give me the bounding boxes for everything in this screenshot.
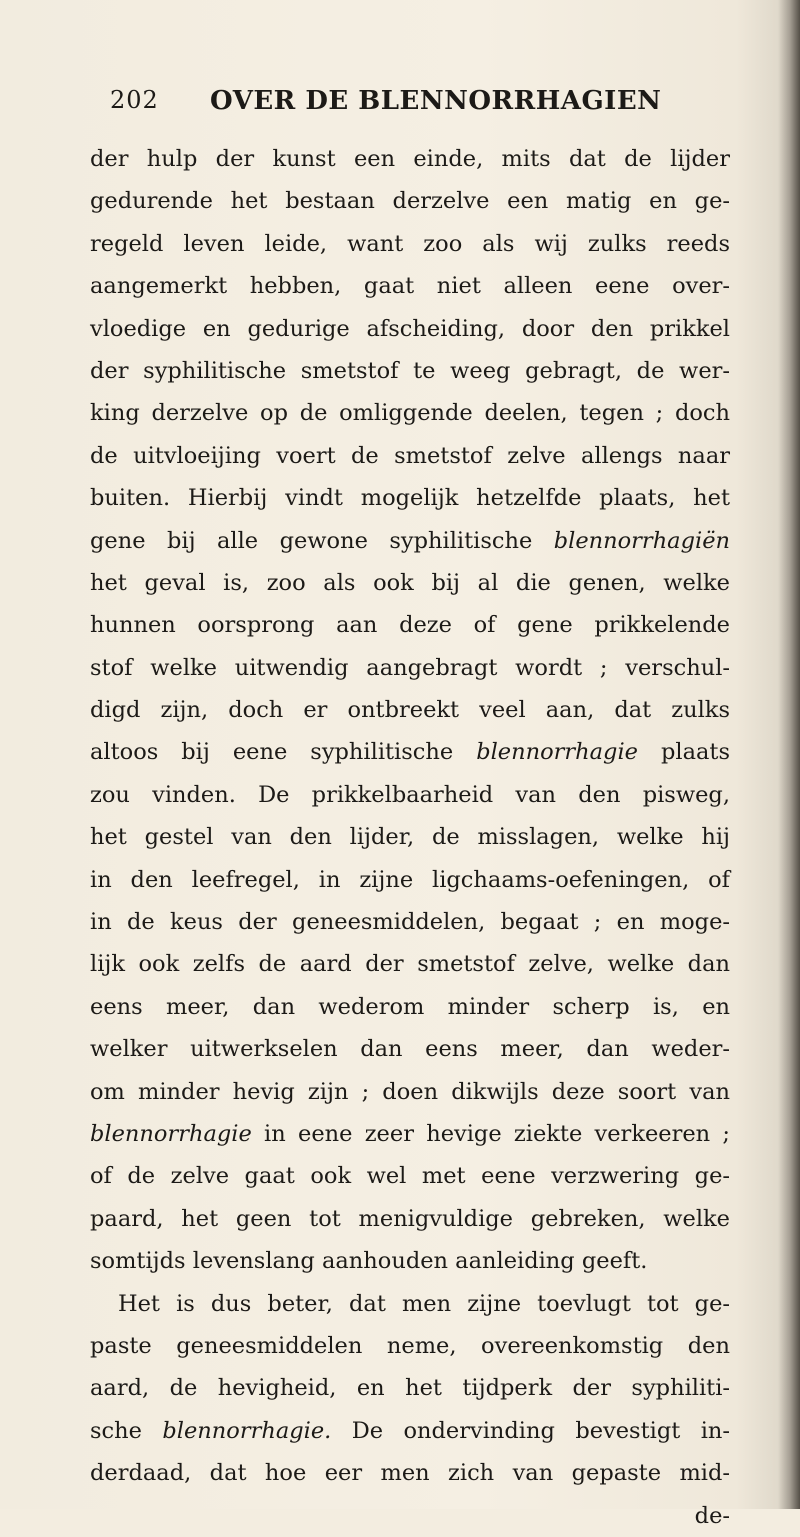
text-line: altoos bij eene syphilitische blennorrhagie plaats (90, 739, 730, 766)
running-title: OVER DE BLENNORRHAGIEN (210, 86, 662, 116)
text-line: stof welke uitwendig aangebragt wordt ; verschul- (90, 654, 730, 681)
text-line: aangemerkt hebben, gaat niet alleen eene over- (90, 273, 730, 300)
text-line: paard, het geen tot menigvuldige gebreken, welke (90, 1205, 730, 1232)
text-line: welker uitwerkselen dan eens meer, dan weder- (90, 1036, 730, 1063)
text-line: vloedige en gedurige afscheiding, door den prikkel (90, 315, 730, 342)
italic-term: blennorrhagiën (553, 527, 730, 554)
text-line: buiten. Hierbij vindt mogelijk hetzelfde plaats, het (90, 485, 730, 512)
page-edge-shadow (778, 0, 800, 1509)
text-line: blennorrhagie in eene zeer hevige ziekte verkeeren ; (90, 1120, 730, 1147)
text-line: derdaad, dat hoe eer men zich van gepaste mid- (90, 1460, 730, 1487)
catchword: de- (694, 1502, 730, 1529)
text-line: gene bij alle gewone syphilitische blennorrhagiën (90, 527, 730, 554)
text-line: sche blennorrhagie. De ondervinding bevestigt in- (90, 1417, 730, 1444)
text-line: paste geneesmiddelen neme, overeenkomstig den (90, 1332, 730, 1359)
text-line: digd zijn, doch er ontbreekt veel aan, dat zulks (90, 697, 730, 724)
text-line: hunnen oorsprong aan deze of gene prikkelende (90, 612, 730, 639)
text-line: somtijds levenslang aanhouden aanleiding geeft. (90, 1248, 648, 1275)
text-line: zou vinden. De prikkelbaarheid van den pisweg, (90, 781, 730, 808)
text-line: om minder hevig zijn ; doen dikwijls deze soort van (90, 1078, 730, 1105)
body-text (90, 138, 730, 1537)
page-number: 202 (110, 86, 159, 114)
text-line: eens meer, dan wederom minder scherp is, en (90, 993, 730, 1020)
text-line: Het is dus beter, dat men zijne toevlugt tot ge- (118, 1290, 730, 1317)
text-line: het geval is, zoo als ook bij al die genen, welke (90, 569, 730, 596)
text-line: der hulp der kunst een einde, mits dat de lijder (90, 146, 730, 172)
text-line: king derzelve op de omliggende deelen, tegen ; doch (90, 400, 730, 427)
page-header (110, 86, 710, 122)
text-line: aard, de hevigheid, en het tijdperk der syphiliti- (90, 1375, 730, 1402)
text-line: in de keus der geneesmiddelen, begaat ; en moge- (90, 909, 730, 936)
text-line: in den leefregel, in zijne ligchaams-oefeningen, of (90, 866, 730, 893)
italic-term: blennorrhagie (90, 1120, 252, 1147)
italic-term: blennorrhagie (476, 739, 638, 766)
text-line: der syphilitische smetstof te weeg gebragt, de wer- (90, 357, 730, 384)
text-line: gedurende het bestaan derzelve een matig en ge- (90, 188, 730, 215)
text-line: het gestel van den lijder, de misslagen, welke hij (90, 824, 730, 851)
text-line: of de zelve gaat ook wel met eene verzwering ge- (90, 1163, 730, 1190)
text-line: regeld leven leide, want zoo als wij zulks reeds (90, 230, 730, 257)
text-line: lijk ook zelfs de aard der smetstof zelve, welke dan (90, 951, 730, 978)
text-line: de uitvloeijing voert de smetstof zelve allengs naar (90, 442, 730, 469)
italic-term: blennorrhagie. (162, 1417, 332, 1444)
